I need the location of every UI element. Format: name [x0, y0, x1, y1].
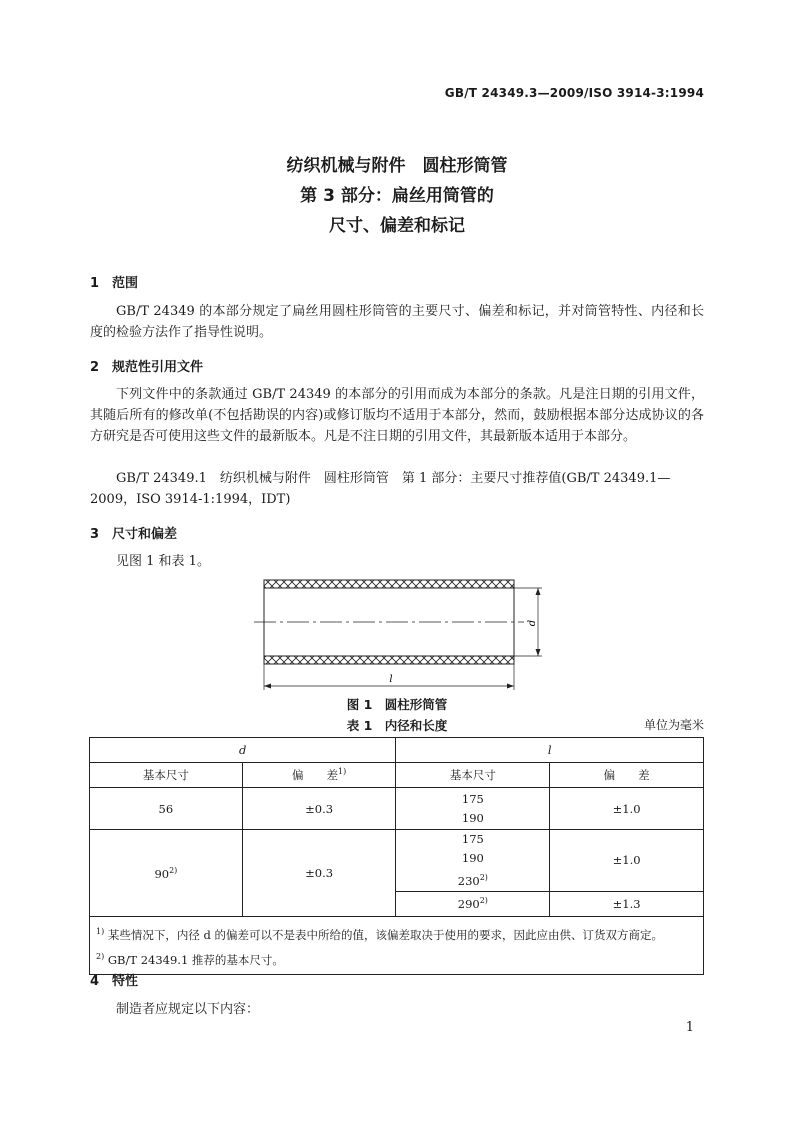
doc-title-line2: 第 3 部分：扁丝用筒管的: [300, 186, 494, 206]
section-title: 范围: [112, 276, 139, 291]
tube-top-wall: [264, 580, 514, 588]
cell-d: [90, 830, 243, 917]
cell-d-dev: ±0.3: [242, 788, 396, 830]
section-title: 尺寸和偏差: [112, 527, 178, 542]
cell-d-dev: ±0.3: [242, 830, 396, 917]
cell-l-value: 190: [461, 810, 484, 825]
section-number: 4: [90, 974, 100, 989]
cell-l: [396, 788, 550, 830]
section-4-body: 制造者应规定以下内容：: [116, 1002, 260, 1017]
col-header-dev-d: [242, 763, 396, 788]
cell-l-dev: ±1.0: [550, 788, 704, 830]
doc-title-line3: 尺寸、偏差和标记: [329, 216, 465, 236]
section-1-body: GB/T 24349 的本部分规定了扁丝用圆柱形筒管的主要尺寸、偏差和标记，并对筒管特性、内径和长度的检验方法作了指导性说明。: [90, 304, 704, 340]
cell-l-number: 290: [457, 897, 480, 912]
section-number: 2: [90, 360, 100, 375]
cell-l-value: 175: [461, 791, 484, 806]
section-title: 特性: [112, 974, 139, 989]
cell-l: [396, 891, 550, 916]
cell-l-value: 190: [461, 851, 484, 865]
group-header-l: l: [396, 738, 704, 763]
d-label: d: [527, 619, 538, 627]
figure-caption: 图 1 圆柱形筒管: [346, 697, 448, 712]
section-number: 1: [90, 276, 100, 291]
footnote-ref: 2): [169, 865, 178, 875]
footnote-1-text: 某些情况下，内径 d 的偏差可以不是表中所给的值，该偏差取决于使用的要求，因此应由供、订货双方商定。: [107, 927, 664, 942]
table-notes-content: [90, 917, 703, 975]
d-arrow-bottom: [536, 649, 541, 656]
tube-bottom-wall: [264, 656, 514, 664]
col-header-dev-l: 偏 差: [550, 763, 704, 788]
section-3-body: 见图 1 和表 1。: [116, 554, 210, 569]
footnote-ref: 2): [479, 873, 488, 882]
page-number: 1: [685, 1020, 694, 1035]
table-caption: 表 1 内径和长度: [346, 718, 448, 733]
footnote-ref: 2): [479, 896, 488, 906]
section-4-heading: [90, 970, 138, 989]
group-header-d: d: [90, 738, 396, 763]
section-2-body: 下列文件中的条款通过 GB/T 24349 的本部分的引用而成为本部分的条款。凡是注日期的引用文件，其随后所有的修改单(不包括勘误的内容)或修订版均不适用于本部分，然而，鼓励根据本部分达成协议的各方研究是否可使用这些文件的最新版本。凡是不注日期的引用文件，其最新版本适用于本部分。: [90, 387, 704, 444]
footnote-1: [96, 921, 697, 946]
cell-l-dev: ±1.3: [550, 891, 704, 916]
d-arrow-top: [536, 588, 541, 595]
cell-l-number: 230: [457, 873, 480, 888]
standard-code: GB/T 24349.3—2009/ISO 3914-3:1994: [444, 86, 704, 100]
col-header-basic-l: 基本尺寸: [396, 763, 550, 788]
reference-line-1: GB/T 24349.1 纺织机械与附件 圆柱形筒管 第 1 部分：主要尺寸推荐值(GB/T 24349.1—: [116, 471, 671, 486]
col-header-basic-d: 基本尺寸: [90, 763, 243, 788]
footnote-ref: 1): [338, 767, 347, 777]
footnote-marker: 2): [96, 951, 105, 961]
cell-l: [396, 830, 550, 892]
l-arrow-right: [507, 684, 514, 689]
section-number: 3: [90, 527, 100, 542]
doc-title-line1: 纺织机械与附件 圆柱形筒管: [286, 156, 508, 176]
section-title: 规范性引用文件: [112, 360, 204, 375]
cell-d-value: 90: [154, 866, 170, 881]
tube-drawing: [240, 570, 560, 694]
cell-l-dev: ±1.0: [550, 830, 704, 892]
table-row: [90, 830, 704, 892]
cell-l-value: [396, 868, 549, 891]
table-unit: 单位为毫米: [643, 718, 704, 732]
table-notes: [90, 916, 704, 975]
l-label: l: [389, 674, 393, 685]
footnote-marker: 1): [96, 926, 105, 936]
footnote-2-text: GB/T 24349.1 推荐的基本尺寸。: [107, 952, 284, 967]
cell-d: 56: [90, 788, 243, 830]
reference-line-2: 2009，ISO 3914-1:1994，IDT): [90, 492, 291, 507]
section-2-heading: [90, 356, 203, 375]
table-row: [90, 788, 704, 830]
footnote-2: [96, 946, 697, 971]
cell-l-value: 175: [461, 832, 484, 846]
dimension-table: [89, 737, 704, 975]
col-header-dev-d-text: 偏 差: [292, 768, 338, 782]
l-arrow-left: [264, 684, 271, 689]
section-1-heading: [90, 272, 138, 291]
section-3-heading: [90, 523, 177, 542]
